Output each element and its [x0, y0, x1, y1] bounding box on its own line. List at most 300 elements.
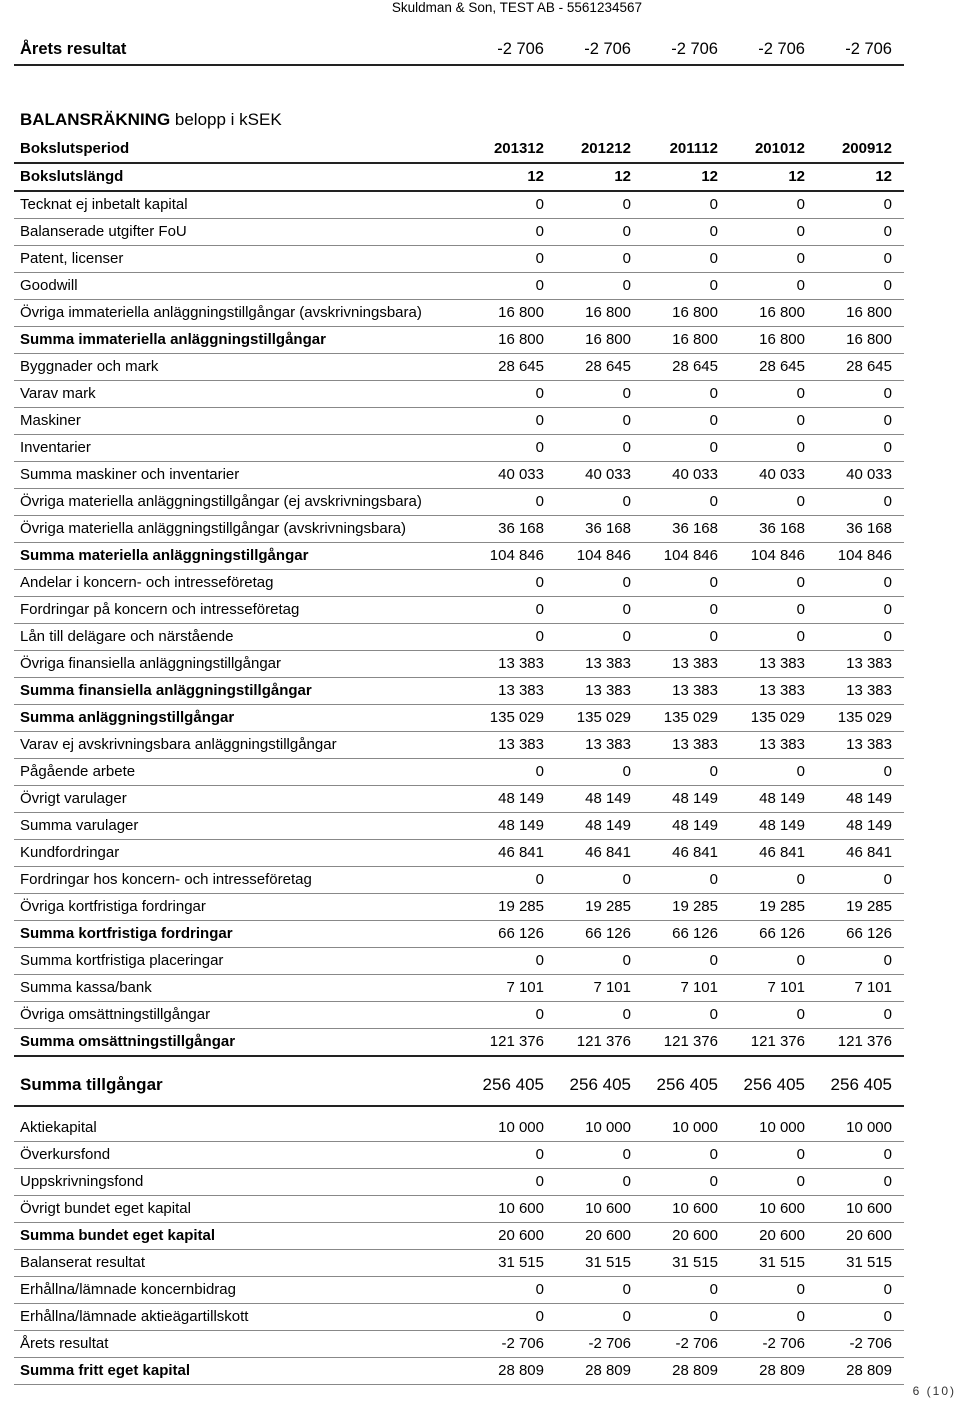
cell-value: 13 383 — [556, 678, 643, 705]
cell-value: 12 — [469, 163, 556, 191]
cell-value: 13 383 — [730, 678, 817, 705]
cell-value: 10 000 — [643, 1115, 730, 1142]
row-label: Lån till delägare och närstående — [14, 624, 469, 651]
cell-value: 0 — [730, 381, 817, 408]
cell-value: 0 — [469, 1002, 556, 1029]
cell-value: 256 405 — [643, 1065, 730, 1106]
cell-value: 16 800 — [469, 300, 556, 327]
row-label: Övrigt bundet eget kapital — [14, 1196, 469, 1223]
cell-value: 7 101 — [469, 975, 556, 1002]
row-label: Balanserade utgifter FoU — [14, 219, 469, 246]
table-row — [14, 1331, 904, 1358]
cell-value: 19 285 — [817, 894, 904, 921]
cell-value: 135 029 — [469, 705, 556, 732]
cell-value: 0 — [817, 948, 904, 975]
cell-value: 16 800 — [817, 300, 904, 327]
row-label: Summa kassa/bank — [14, 975, 469, 1002]
spacer-row — [14, 1106, 904, 1115]
cell-value: 0 — [556, 1304, 643, 1331]
row-label: Inventarier — [14, 435, 469, 462]
cell-value: 0 — [817, 246, 904, 273]
cell-value: 19 285 — [556, 894, 643, 921]
cell-value: 66 126 — [469, 921, 556, 948]
row-label: Patent, licenser — [14, 246, 469, 273]
table-row — [14, 1250, 904, 1277]
row-label: Årets resultat — [14, 34, 469, 65]
cell-value: 201312 — [469, 136, 556, 163]
cell-value: 0 — [556, 570, 643, 597]
cell-value: -2 706 — [817, 1331, 904, 1358]
cell-value: 13 383 — [643, 678, 730, 705]
cell-value: 28 809 — [469, 1358, 556, 1385]
cell-value: 121 376 — [643, 1029, 730, 1057]
cell-value: 0 — [643, 1142, 730, 1169]
row-label: Summa fritt eget kapital — [14, 1358, 469, 1385]
cell-value: 36 168 — [730, 516, 817, 543]
cell-value: 36 168 — [556, 516, 643, 543]
cell-value: 13 383 — [643, 732, 730, 759]
row-label: Summa omsättningstillgångar — [14, 1029, 469, 1057]
cell-value: 7 101 — [556, 975, 643, 1002]
cell-value: 0 — [643, 489, 730, 516]
cell-value: 0 — [730, 408, 817, 435]
cell-value: 10 000 — [556, 1115, 643, 1142]
table-row — [14, 786, 904, 813]
cell-value: 0 — [469, 408, 556, 435]
table-row — [14, 219, 904, 246]
cell-value: 40 033 — [643, 462, 730, 489]
cell-value: 13 383 — [817, 678, 904, 705]
table-row — [14, 705, 904, 732]
cell-value: 36 168 — [817, 516, 904, 543]
cell-value: 0 — [817, 1002, 904, 1029]
table-row — [14, 1142, 904, 1169]
table-row — [14, 1002, 904, 1029]
cell-value: 7 101 — [730, 975, 817, 1002]
cell-value: 0 — [817, 273, 904, 300]
cell-value: 0 — [469, 597, 556, 624]
cell-value: 201012 — [730, 136, 817, 163]
cell-value: 13 383 — [469, 651, 556, 678]
cell-value: 0 — [730, 1169, 817, 1196]
row-label: Kundfordringar — [14, 840, 469, 867]
cell-value: 201212 — [556, 136, 643, 163]
cell-value: 46 841 — [730, 840, 817, 867]
cell-value: 0 — [730, 624, 817, 651]
cell-value: 0 — [556, 867, 643, 894]
page-number: 6 (10) — [912, 1384, 956, 1398]
row-label: Varav ej avskrivningsbara anläggningstillgångar — [14, 732, 469, 759]
cell-value: 16 800 — [469, 327, 556, 354]
cell-value: 0 — [817, 624, 904, 651]
cell-value: 0 — [643, 597, 730, 624]
cell-value: -2 706 — [730, 34, 817, 65]
cell-value: 13 383 — [556, 651, 643, 678]
cell-value: 28 809 — [730, 1358, 817, 1385]
cell-value: 121 376 — [817, 1029, 904, 1057]
section-subtitle: belopp i kSEK — [170, 110, 282, 129]
section-title-main: BALANSRÄKNING — [20, 110, 171, 129]
cell-value: 121 376 — [556, 1029, 643, 1057]
cell-value: 28 645 — [469, 354, 556, 381]
cell-value: 0 — [730, 191, 817, 219]
cell-value: 16 800 — [556, 300, 643, 327]
cell-value: 0 — [817, 435, 904, 462]
cell-value: 16 800 — [730, 300, 817, 327]
cell-value: 0 — [643, 408, 730, 435]
row-label: Summa bundet eget kapital — [14, 1223, 469, 1250]
cell-value: 201112 — [643, 136, 730, 163]
row-label: Tecknat ej inbetalt kapital — [14, 191, 469, 219]
cell-value: 48 149 — [817, 813, 904, 840]
cell-value: -2 706 — [556, 1331, 643, 1358]
cell-value: 0 — [730, 219, 817, 246]
cell-value: 256 405 — [730, 1065, 817, 1106]
cell-value: 0 — [643, 1277, 730, 1304]
cell-value: 0 — [817, 381, 904, 408]
cell-value: 0 — [556, 191, 643, 219]
cell-value: 0 — [556, 273, 643, 300]
cell-value: 10 000 — [730, 1115, 817, 1142]
cell-value: 0 — [556, 1142, 643, 1169]
cell-value: 135 029 — [730, 705, 817, 732]
cell-value: 0 — [643, 191, 730, 219]
cell-value: 104 846 — [469, 543, 556, 570]
cell-value: 48 149 — [556, 813, 643, 840]
row-label: Övriga immateriella anläggningstillgångar (avskrivningsbara) — [14, 300, 469, 327]
table-row — [14, 327, 904, 354]
cell-value: 0 — [730, 759, 817, 786]
table-row — [14, 894, 904, 921]
cell-value: 10 000 — [817, 1115, 904, 1142]
cell-value: 0 — [643, 624, 730, 651]
cell-value: 28 645 — [730, 354, 817, 381]
row-label: Maskiner — [14, 408, 469, 435]
row-label: Erhållna/lämnade koncernbidrag — [14, 1277, 469, 1304]
cell-value: -2 706 — [469, 1331, 556, 1358]
cell-value: 0 — [469, 948, 556, 975]
table-row — [14, 191, 904, 219]
table-row — [14, 678, 904, 705]
cell-value: 16 800 — [643, 300, 730, 327]
cell-value: 13 383 — [730, 651, 817, 678]
row-label: Summa materiella anläggningstillgångar — [14, 543, 469, 570]
cell-value: -2 706 — [469, 34, 556, 65]
row-label: Summa kortfristiga fordringar — [14, 921, 469, 948]
cell-value: 28 645 — [556, 354, 643, 381]
cell-value: 0 — [643, 1304, 730, 1331]
cell-value: 20 600 — [730, 1223, 817, 1250]
cell-value: 104 846 — [643, 543, 730, 570]
table-row — [14, 354, 904, 381]
cell-value: 66 126 — [817, 921, 904, 948]
cell-value: 13 383 — [817, 732, 904, 759]
cell-value: 40 033 — [817, 462, 904, 489]
cell-value: 135 029 — [556, 705, 643, 732]
cell-value: 0 — [556, 1002, 643, 1029]
cell-value: 48 149 — [730, 786, 817, 813]
cell-value: 0 — [817, 408, 904, 435]
cell-value: 48 149 — [643, 813, 730, 840]
cell-value: 48 149 — [817, 786, 904, 813]
cell-value: 10 600 — [556, 1196, 643, 1223]
cell-value: 46 841 — [556, 840, 643, 867]
cell-value: 10 000 — [469, 1115, 556, 1142]
row-label: Byggnader och mark — [14, 354, 469, 381]
cell-value: 19 285 — [730, 894, 817, 921]
table-row — [14, 1196, 904, 1223]
cell-value: 200912 — [817, 136, 904, 163]
cell-value: 20 600 — [643, 1223, 730, 1250]
cell-value: 19 285 — [643, 894, 730, 921]
cell-value: 13 383 — [556, 732, 643, 759]
cell-value: 104 846 — [556, 543, 643, 570]
cell-value: 0 — [817, 219, 904, 246]
row-label: Varav mark — [14, 381, 469, 408]
cell-value: 48 149 — [643, 786, 730, 813]
cell-value: 0 — [730, 1142, 817, 1169]
table-row — [14, 1223, 904, 1250]
cell-value: 0 — [469, 1304, 556, 1331]
cell-value: 0 — [556, 435, 643, 462]
table-row — [14, 570, 904, 597]
row-label: Uppskrivningsfond — [14, 1169, 469, 1196]
cell-value: 0 — [643, 759, 730, 786]
table-row — [14, 948, 904, 975]
cell-value: -2 706 — [556, 34, 643, 65]
table-row — [14, 246, 904, 273]
table-row — [14, 759, 904, 786]
table-row — [14, 136, 904, 163]
cell-value: 16 800 — [556, 327, 643, 354]
row-label: Övriga materiella anläggningstillgångar (avskrivningsbara) — [14, 516, 469, 543]
cell-value: 0 — [730, 1002, 817, 1029]
cell-value: 0 — [730, 867, 817, 894]
table-row — [14, 597, 904, 624]
cell-value: 66 126 — [730, 921, 817, 948]
row-label: Summa finansiella anläggningstillgångar — [14, 678, 469, 705]
table-row — [14, 1358, 904, 1385]
cell-value: 0 — [817, 597, 904, 624]
row-label: Andelar i koncern- och intresseföretag — [14, 570, 469, 597]
cell-value: 121 376 — [730, 1029, 817, 1057]
page-header: Skuldman & Son, TEST AB - 5561234567 — [391, 0, 642, 15]
row-label: Fordringar på koncern och intresseföretag — [14, 597, 469, 624]
cell-value: 31 515 — [643, 1250, 730, 1277]
table-row — [14, 1169, 904, 1196]
cell-value: 31 515 — [817, 1250, 904, 1277]
cell-value: 0 — [643, 948, 730, 975]
cell-value: 48 149 — [730, 813, 817, 840]
cell-value: 10 600 — [643, 1196, 730, 1223]
cell-value: -2 706 — [730, 1331, 817, 1358]
cell-value: 0 — [817, 759, 904, 786]
table-row — [14, 1277, 904, 1304]
spacer-row — [14, 1056, 904, 1065]
cell-value: 0 — [556, 408, 643, 435]
cell-value: 0 — [469, 1142, 556, 1169]
cell-value: 0 — [730, 1277, 817, 1304]
cell-value: 13 383 — [730, 732, 817, 759]
row-label: Balanserat resultat — [14, 1250, 469, 1277]
cell-value: 20 600 — [556, 1223, 643, 1250]
cell-value: 0 — [643, 1169, 730, 1196]
cell-value: 135 029 — [817, 705, 904, 732]
cell-value: 0 — [469, 759, 556, 786]
cell-value: 0 — [817, 1304, 904, 1331]
section-title — [20, 110, 282, 130]
cell-value: 0 — [817, 1277, 904, 1304]
cell-value: 12 — [730, 163, 817, 191]
cell-value: 40 033 — [730, 462, 817, 489]
cell-value: 0 — [556, 489, 643, 516]
row-label: Övriga omsättningstillgångar — [14, 1002, 469, 1029]
cell-value: 0 — [643, 570, 730, 597]
cell-value: 0 — [817, 570, 904, 597]
cell-value: 0 — [469, 570, 556, 597]
cell-value: 104 846 — [730, 543, 817, 570]
cell-value: 0 — [556, 381, 643, 408]
row-label: Övriga finansiella anläggningstillgångar — [14, 651, 469, 678]
cell-value: -2 706 — [643, 34, 730, 65]
cell-value: 28 645 — [643, 354, 730, 381]
table-row — [14, 516, 904, 543]
cell-value: 66 126 — [643, 921, 730, 948]
cell-value: 0 — [730, 570, 817, 597]
spacer-cell — [14, 1056, 904, 1065]
cell-value: 20 600 — [469, 1223, 556, 1250]
cell-value: 0 — [730, 435, 817, 462]
cell-value: 0 — [730, 246, 817, 273]
row-label: Pågående arbete — [14, 759, 469, 786]
cell-value: 28 645 — [817, 354, 904, 381]
cell-value: 31 515 — [730, 1250, 817, 1277]
cell-value: 0 — [469, 624, 556, 651]
table-row — [14, 840, 904, 867]
cell-value: 13 383 — [469, 732, 556, 759]
cell-value: 0 — [469, 219, 556, 246]
cell-value: 28 809 — [643, 1358, 730, 1385]
cell-value: 0 — [643, 246, 730, 273]
table-row — [14, 300, 904, 327]
cell-value: 0 — [730, 597, 817, 624]
cell-value: 0 — [817, 191, 904, 219]
cell-value: 0 — [643, 867, 730, 894]
cell-value: 0 — [469, 273, 556, 300]
cell-value: 0 — [730, 273, 817, 300]
cell-value: 16 800 — [730, 327, 817, 354]
cell-value: 256 405 — [469, 1065, 556, 1106]
cell-value: 0 — [556, 948, 643, 975]
row-label: Övrigt varulager — [14, 786, 469, 813]
cell-value: 0 — [817, 489, 904, 516]
cell-value: 0 — [643, 435, 730, 462]
cell-value: 0 — [469, 1277, 556, 1304]
cell-value: 0 — [817, 1169, 904, 1196]
table-row — [14, 489, 904, 516]
cell-value: 28 809 — [556, 1358, 643, 1385]
cell-value: 0 — [817, 867, 904, 894]
cell-value: 48 149 — [556, 786, 643, 813]
cell-value: 36 168 — [469, 516, 556, 543]
cell-value: 0 — [556, 1277, 643, 1304]
cell-value: 0 — [469, 1169, 556, 1196]
row-label: Övriga materiella anläggningstillgångar (ej avskrivningsbara) — [14, 489, 469, 516]
cell-value: 0 — [730, 1304, 817, 1331]
cell-value: 0 — [556, 597, 643, 624]
cell-value: 0 — [817, 1142, 904, 1169]
cell-value: 0 — [556, 1169, 643, 1196]
table-row — [14, 1029, 904, 1057]
cell-value: 256 405 — [556, 1065, 643, 1106]
cell-value: 40 033 — [469, 462, 556, 489]
cell-value: 0 — [469, 435, 556, 462]
table-row — [14, 381, 904, 408]
cell-value: 28 809 — [817, 1358, 904, 1385]
cell-value: 0 — [556, 624, 643, 651]
table-row — [14, 1304, 904, 1331]
cell-value: 36 168 — [643, 516, 730, 543]
cell-value: 0 — [643, 273, 730, 300]
cell-value: 0 — [469, 381, 556, 408]
cell-value: 0 — [469, 489, 556, 516]
cell-value: -2 706 — [643, 1331, 730, 1358]
cell-value: 13 383 — [817, 651, 904, 678]
cell-value: 0 — [730, 489, 817, 516]
cell-value: 16 800 — [817, 327, 904, 354]
row-label: Fordringar hos koncern- och intresseföretag — [14, 867, 469, 894]
row-label: Summa varulager — [14, 813, 469, 840]
table-row — [14, 462, 904, 489]
table-row — [14, 813, 904, 840]
cell-value: 104 846 — [817, 543, 904, 570]
row-label: Summa tillgångar — [14, 1065, 469, 1106]
row-label: Summa kortfristiga placeringar — [14, 948, 469, 975]
cell-value: 121 376 — [469, 1029, 556, 1057]
cell-value: 10 600 — [730, 1196, 817, 1223]
cell-value: 19 285 — [469, 894, 556, 921]
table-row — [14, 163, 904, 191]
cell-value: 12 — [817, 163, 904, 191]
cell-value: 10 600 — [817, 1196, 904, 1223]
row-label: Summa maskiner och inventarier — [14, 462, 469, 489]
cell-value: 0 — [556, 219, 643, 246]
cell-value: 31 515 — [469, 1250, 556, 1277]
result-summary-table — [14, 34, 904, 66]
cell-value: 46 841 — [469, 840, 556, 867]
cell-value: 0 — [643, 381, 730, 408]
cell-value: 46 841 — [643, 840, 730, 867]
table-row — [14, 732, 904, 759]
cell-value: 66 126 — [556, 921, 643, 948]
table-row — [14, 1115, 904, 1142]
table-row — [14, 435, 904, 462]
cell-value: 13 383 — [469, 678, 556, 705]
cell-value: 16 800 — [643, 327, 730, 354]
cell-value: 0 — [556, 246, 643, 273]
cell-value: 135 029 — [643, 705, 730, 732]
balance-sheet-table — [14, 136, 904, 1385]
table-row — [14, 1065, 904, 1106]
cell-value: 12 — [643, 163, 730, 191]
table-row — [14, 408, 904, 435]
row-label: Överkursfond — [14, 1142, 469, 1169]
cell-value: 0 — [556, 759, 643, 786]
cell-value: -2 706 — [817, 34, 904, 65]
table-row — [14, 651, 904, 678]
cell-value: 20 600 — [817, 1223, 904, 1250]
cell-value: 256 405 — [817, 1065, 904, 1106]
